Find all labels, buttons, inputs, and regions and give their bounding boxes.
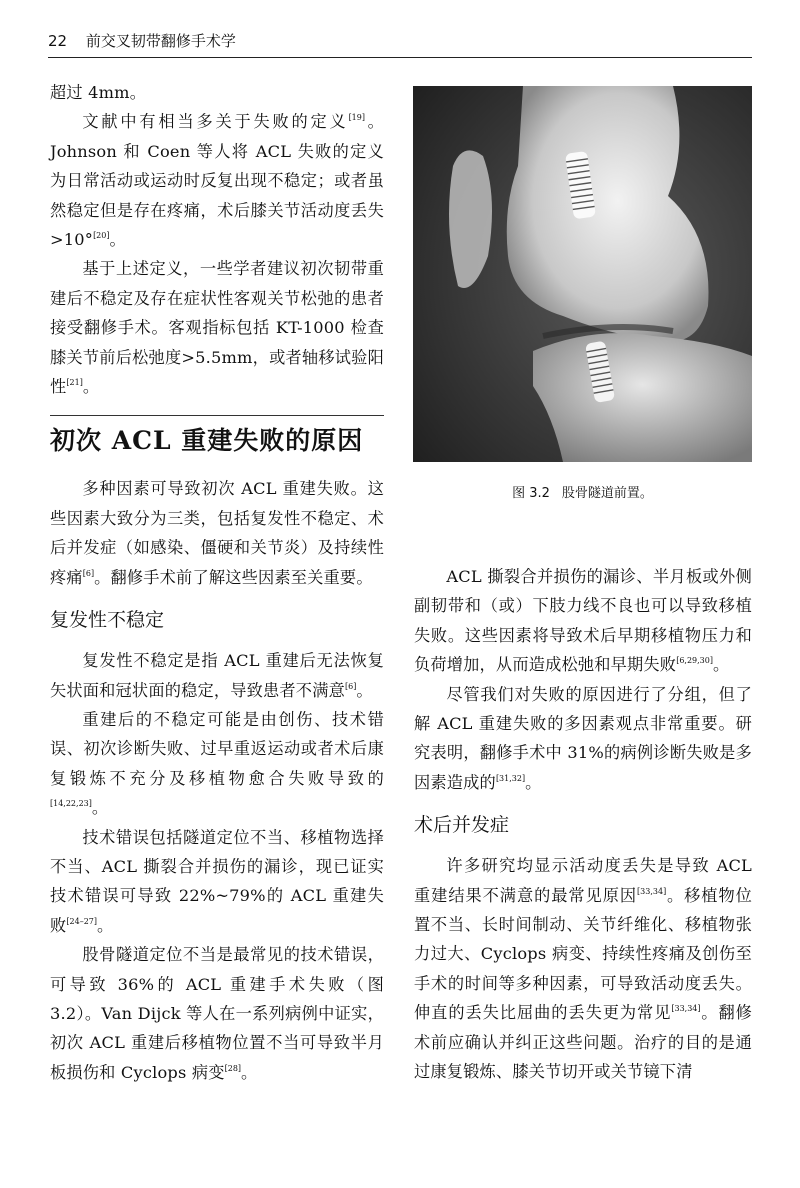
paragraph: 基于上述定义，一些学者建议初次韧带重建后不稳定及存在症状性客观关节松弛的患者接受翻修手术。客观指标包括 KT-1000 检查膝关节前后松弛度>5.5mm，或者轴移试验阳性[21]。 — [50, 259, 384, 397]
citation: [21] — [66, 378, 83, 388]
paragraph: 超过 4mm。 — [50, 83, 147, 102]
heading-rule — [50, 415, 384, 416]
page-number: 22 — [48, 32, 68, 50]
citation: [6] — [82, 568, 95, 578]
knee-xray-image — [413, 86, 752, 462]
paragraph: ACL 撕裂合并损伤的漏诊、半月板或外侧副韧带和（或）下肢力线不良也可以导致移植失败。这些因素将导致术后早期移植物压力和负荷增加，从而造成松弛和早期失败[6,29,30]。 — [414, 567, 752, 675]
paragraph: 技术错误包括隧道定位不当、移植物选择不当、ACL 撕裂合并损伤的漏诊，现已证实技术错误可导致 22%~79%的 ACL 重建失败[24–27]。 — [50, 827, 384, 935]
section-heading-block — [50, 415, 384, 458]
citation: [6,29,30] — [676, 656, 713, 666]
xray-figure — [413, 86, 752, 462]
citation: [28] — [224, 1063, 242, 1073]
figure-label: 图 3.2 — [512, 486, 550, 501]
running-header — [48, 31, 752, 58]
citation: [6] — [344, 681, 357, 691]
section-heading: 初次 ACL 重建失败的原因 — [50, 426, 364, 456]
subsection-heading: 术后并发症 — [414, 814, 510, 837]
left-column — [50, 78, 384, 1087]
book-title: 前交叉韧带翻修手术学 — [85, 32, 236, 50]
figure-caption — [413, 484, 752, 504]
paragraph: 多种因素可导致初次 ACL 重建失败。这些因素大致分为三类，包括复发性不稳定、术后并发症（如感染、僵硬和关节炎）及持续性疼痛[6]。翻修手术前了解这些因素至关重要。 — [50, 479, 384, 587]
paragraph: 重建后的不稳定可能是由创伤、技术错误、初次诊断失败、过早重返运动或者术后康复锻炼不充分及移植物愈合失败导致的[14,22,23]。 — [50, 709, 384, 818]
citation: [24–27] — [66, 916, 97, 926]
citation: [33,34] — [671, 1004, 701, 1014]
citation: [33,34] — [637, 886, 667, 896]
right-column — [414, 562, 752, 1087]
citation: [20] — [93, 231, 110, 241]
citation: [31,32] — [495, 773, 526, 783]
paragraph: 尽管我们对失败的原因进行了分组，但了解 ACL 重建失败的多因素观点非常重要。研究表明，翻修手术中 31%的病例诊断失败是多因素造成的[31,32]。 — [414, 684, 752, 792]
citation: [19] — [348, 113, 365, 123]
subsection-heading: 复发性不稳定 — [50, 609, 165, 632]
citation: [14,22,23] — [50, 799, 92, 809]
paragraph: 复发性不稳定是指 ACL 重建后无法恢复矢状面和冠状面的稳定，导致患者不满意[6]。 — [50, 651, 384, 700]
paragraph: 文献中有相当多关于失败的定义[19]。Johnson 和 Coen 等人将 ACL 失败的定义为日常活动或运动时反复出现不稳定；或者虽然稳定但是存在疼痛，术后膝关节活动度丢失>10°[20]。 — [50, 112, 384, 250]
paragraph: 许多研究均显示活动度丢失是导致 ACL 重建结果不满意的最常见原因[33,34]。移植物位置不当、长时间制动、关节纤维化、移植物张力过大、Cyclops 病变、持续性疼痛及创伤至手术的时间等多种因素，可导致活动度丢失。伸直的丢失比屈曲的丢失更为常见[33,34]。翻修术前应确认并纠正这些问题。治疗的目的是通过康复锻炼、膝关节切开或关节镜下清 — [414, 856, 753, 1082]
paragraph: 股骨隧道定位不当是最常见的技术错误，可导致 36%的 ACL 重建手术失败（图 3.2）。Van Dijck 等人在一系列病例中证实，初次 ACL 重建后移植物位置不当可导致半月板损伤和 Cyclops 病变[28]。 — [50, 945, 384, 1082]
figure-caption-text: 股骨隧道前置。 — [561, 486, 653, 501]
